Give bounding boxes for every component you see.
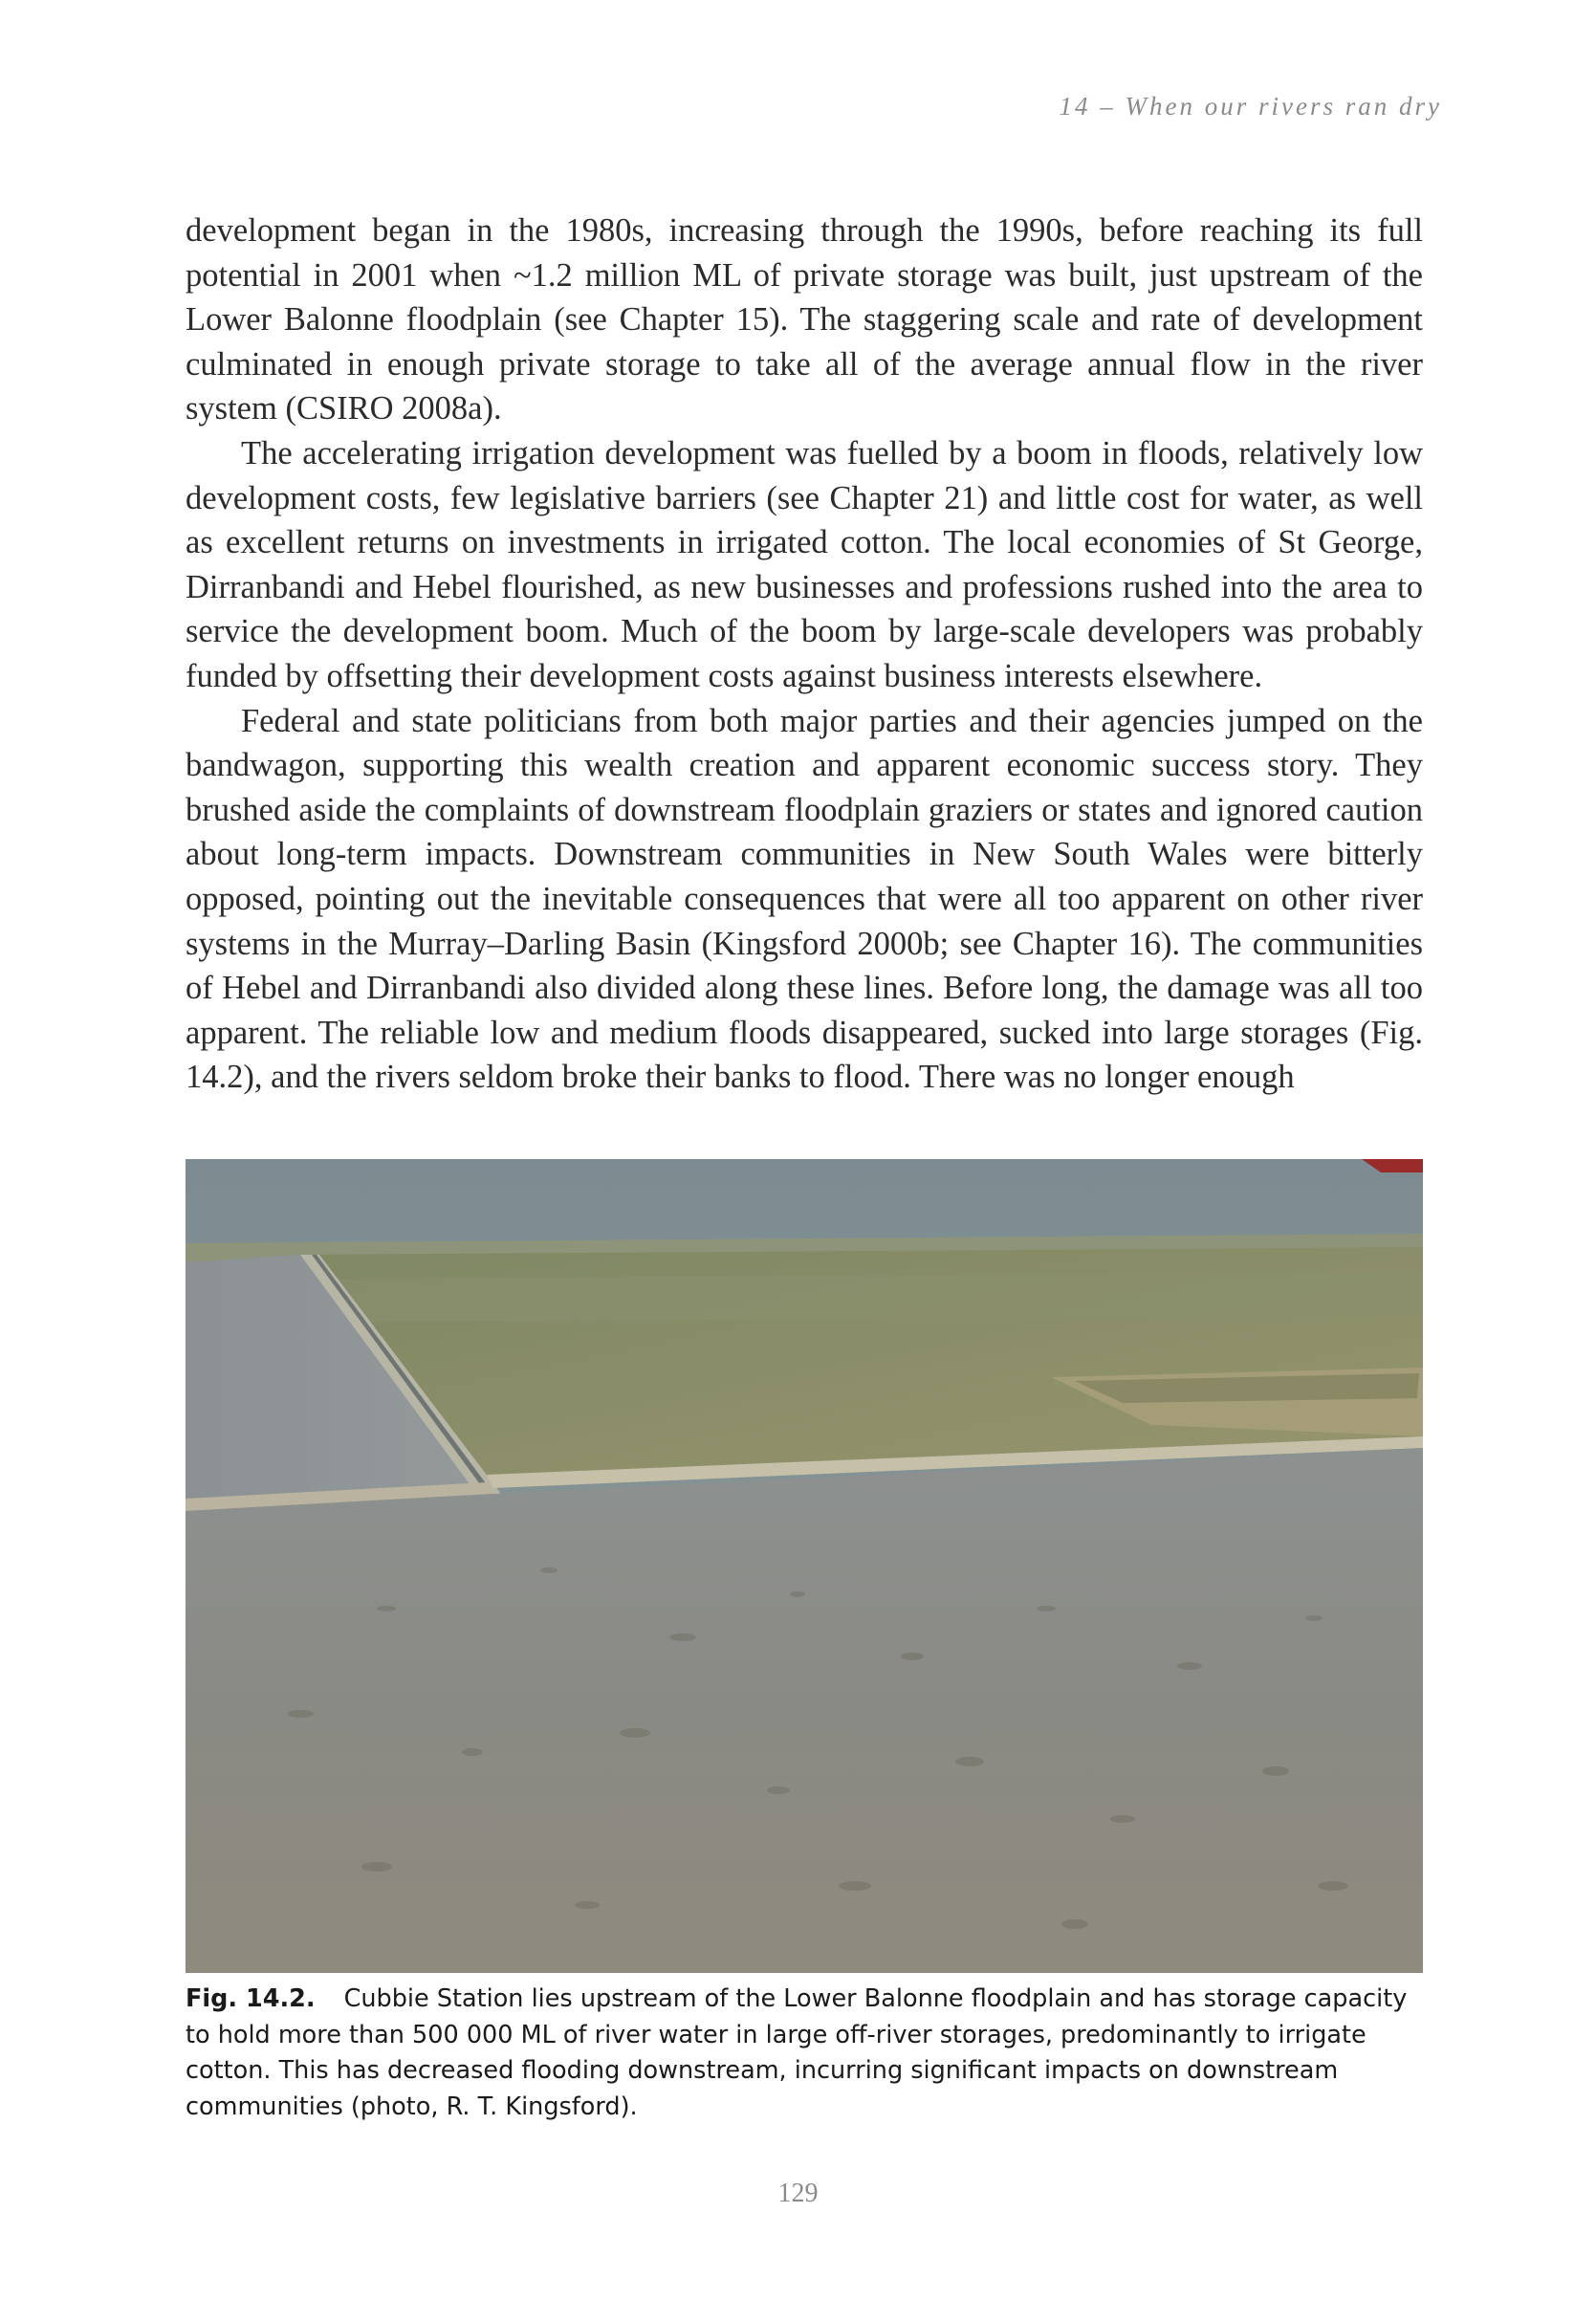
- figure-caption-text: Cubbie Station lies upstream of the Lower Balonne floodplain and has storage capacity to hold more than 500 000 ML of river water in large off-river storages, predominantly to irrigate cotton. This has decreased flooding downstream, incurring significant impacts on downstream communities (photo, R. T. Kingsford).: [186, 1984, 1408, 2121]
- paragraph: Federal and state politicians from both major parties and their agencies jumped on the bandwagon, supporting this wealth creation and apparent economic success story. They brushed aside the complaints of downstream floodplain graziers or states and ignored caution about long-term impacts. Downstream communities in New South Wales were bitterly opposed, pointing out the inevitable consequences that were all too apparent on other river systems in the Murray–Darling Basin (Kingsford 2000b; see Chapter 16). The communities of Hebel and Dirranbandi also divided along these lines. Before long, the damage was all too apparent. The reliable low and medium floods disappeared, sucked into large storages (Fig. 14.2), and the rivers seldom broke their banks to flood. There was no longer enough: [186, 702, 1423, 1096]
- running-head: 14 – When our rivers ran dry: [1059, 92, 1442, 120]
- paragraph: development began in the 1980s, increasing through the 1990s, before reaching its full potential in 2001 when ~1.2 million ML of private storage was built, just upstream of the Lower Balonne floodplain (see Chapter 15). The staggering scale and rate of development culminated in enough private storage to take all of the average annual flow in the river system (CSIRO 2008a).: [186, 212, 1423, 427]
- figure-label: Fig. 14.2.: [186, 1984, 316, 2013]
- page-number: 129: [777, 2179, 819, 2208]
- body-text: [186, 208, 1423, 1100]
- figure-caption: [186, 1982, 1423, 2125]
- aerial-photo: [186, 1159, 1423, 1973]
- figure-photo: [186, 1159, 1423, 1973]
- paragraph: The accelerating irrigation development was fuelled by a boom in floods, relatively low development costs, few legislative barriers (see Chapter 21) and little cost for water, as well as excellent returns on investments in irrigated cotton. The local economies of St George, Dirranbandi and Hebel flourished, as new businesses and professions rushed into the area to service the development boom. Much of the boom by large-scale developers was probably funded by offsetting their development costs against business interests elsewhere.: [186, 434, 1423, 694]
